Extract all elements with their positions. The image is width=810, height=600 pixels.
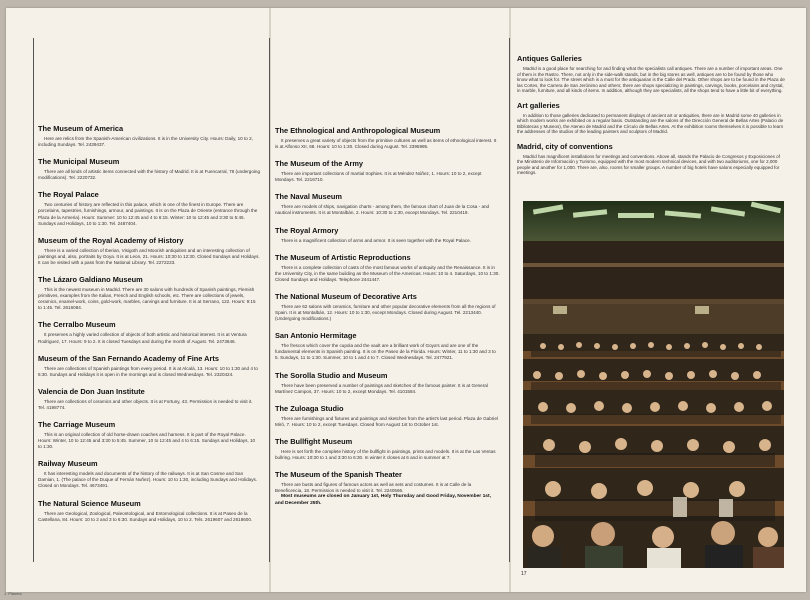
entry-text: It preserves a great variety of objects from the primitive cultures as well as items of ethnological interest. It is at Alfonso XII, 68. Hours: 10 to 1:30. Closed during August. Tel. 2395995. <box>275 138 497 150</box>
entry-title: The Sorolla Studio and Museum <box>275 370 388 380</box>
museum-entry <box>38 459 260 489</box>
entry-text: There are 62 salons with ceramics, furniture and other popular decorative elements from all the regions of Spain. It is at Montalbán, 12. Hours: 10 to 1:30, except Mondays. Closed during August. Tel. 2213440. (Undergoing modifications.) <box>275 303 496 322</box>
entry-text: There are busts and figures of famous actors as well as sets and costumes. It is at Calle de la Beneficencia, 18. Permission is needed to visit it. Tel. 2240566. <box>275 482 472 494</box>
museum-entry <box>275 331 500 361</box>
info-entry <box>517 54 785 94</box>
entry-text: Madrid has magnificent installations for meetings and conventions. Above all, stands the Palacio de Congresos y Exposiciones of the Ministerio de Información y Turismo, equipped with the most modern technical devices, and with two auditoriums, one for 2,000 people and another for 1,000. There are, also, rooms for smaller groups. A number of big hotels have salons especially equipped for meetings. <box>517 153 780 175</box>
brochure-spread <box>6 8 806 592</box>
entry-text: There is a varied collection of Iberian, Visigoth and Moorish antiquities and an interesting collection of paintings and, also, portraits by Goya. It is at Leon, 21. Hours: 10:30 to 12:30. Closed Sundays and Holidays. It can be visited with a pass from the National Library. Tel. 2272223. <box>38 247 260 265</box>
auditorium-photo-graphic <box>523 201 784 568</box>
entry-title: The Cerralbo Museum <box>38 320 116 330</box>
museum-entry <box>38 420 260 450</box>
entry-title: The Lázaro Galdiano Museum <box>38 275 143 285</box>
entry-text: There are important collections of martial trophies. It is at Méndez Núñez, 1. Hours: 10 to 2, except Mondays. Tel. 2216710. <box>275 171 482 183</box>
entry-title: Antiques Galleries <box>517 54 582 63</box>
entry-title: The Municipal Museum <box>38 157 120 167</box>
column-rule <box>269 38 270 562</box>
entry-text: Madrid is a good place for searching for and finding what the specialists call antiques. There are a number of important areas. One of them is the Rastro. There, not only in the side-walk stands, but in the big stores as well, antiques are to be found by those who know what to look for. The street which is a must for the antiquarian is the Calle del Prado. Other shops are to be found in the Plaza de las Cortes, the Carrera de San Jerónimo and others; there are shops specializing in paintings, carvings, books, porcelains and crystal, in marble, furniture, and all kinds of items. In addition, although they are specialists, all the shops tend to have a little bit of everything. <box>517 66 785 93</box>
entry-title: The Museum of America <box>38 124 124 133</box>
right-column <box>517 54 785 176</box>
entry-text: There are Geological, Zoological, Paleontological, and Entomological collections. It is at Paseo de la Castellana, 84. Hours: 10 to 2 and 3 to 6:30. Sundays and Holidays, 10 to 2. Tels. 2619607 and 2618600. <box>38 510 253 522</box>
entry-text: Here is set forth the complete history of the bullfight in paintings, prints and models. It is at the Las Ventas bullring. Hours: 10:30 to 1 and 3:30 to 6:30. In winter it closes at 6 and in summer at 7. <box>275 448 496 460</box>
info-entry <box>517 101 785 135</box>
entry-title: The Carriage Museum <box>38 419 116 429</box>
entry-text: There are collections of Spanish paintings from every period. It is at Alcalá, 13. Hours: 10 to 1:30 and 4 to 6:30. Sundays and Holidays it is open in the mornings and is closed Wednesdays. Tel. 2320424. <box>38 365 258 377</box>
middle-column <box>275 126 500 507</box>
entry-title: The Ethnological and Anthropological Museum <box>275 126 441 135</box>
museum-entry <box>38 354 260 378</box>
entry-text: It has interesting models and documents of the history of the railways. It is at San Cosme and San Damian, 1. (The palace of the Duque of Fernán Nuñez). Hours: 10 to 1:30, including Sundays and Holidays. Closed on Mondays. Tel. 4673491. <box>38 471 258 489</box>
entry-title: The Bullfight Museum <box>275 436 353 446</box>
museum-entry <box>275 292 500 322</box>
entry-text: There are models of ships, navigation charts - among them, the famous chart of Juan de la Cosa - and nautical instruments. It is at Montalbán, 2. Hours: 10:30 to 1:30, except Mondays. Tel. 2210419. <box>275 204 490 216</box>
museum-entry <box>275 470 500 507</box>
museum-entry <box>275 437 500 461</box>
entry-text: Two centuries of history are reflected in this palace, which is one of the finest in Europe. There are porcelains, tapestries, furnishings, armour, and paintings. It is on the Plaza de Oriente (entrance through the Plaza de la Armeria). Hours: Summer: 10 to 12:45 and 4 to 6:15. Winter: 10 to 12:45 and 3:30 to 5:45. Sundays and Holidays, 10 to 1:30. Tel. 2487404. <box>38 202 258 226</box>
entry-title: San Antonio Hermitage <box>275 331 357 341</box>
museum-entry <box>275 226 500 244</box>
museum-entry <box>275 371 500 395</box>
entry-text: In addition to those galleries dedicated to permanent displays of ancient art or antiquities, there are in Madrid some 40 galleries in which modern works are exhibited on a regular basis. Outstanding are the salons of the Dirección General de Bellas Artes (Palacio de Bibliotecas y Museos), the Ateneo de Madrid and the Círculo de Bellas Artes. At the exhibition rooms themselves it is possible to learn the addresses of the studios of the leading painters and sculptors of Madrid. <box>517 112 784 134</box>
entry-title: Madrid, city of conventions <box>517 141 613 151</box>
auditorium-photo <box>523 201 784 568</box>
museum-entry <box>38 320 260 344</box>
entry-title: The Museum of Artistic Reproductions <box>275 252 411 262</box>
column-rule <box>509 38 510 562</box>
photo-credit: J. Plasma <box>4 591 22 596</box>
museum-entry <box>38 275 260 311</box>
entry-text: There have been preserved a number of paintings and sketches of the famous painter. It is at General Martínez Campos, 37. Hours: 10 to 2, except Mondays. Tel. 4101584. <box>275 382 488 394</box>
museum-entry <box>275 404 500 428</box>
entry-text: There are all kinds of artistic items connected with the history of Madrid. It is at Fuencarral, 78 (undergoing modifications). Tel. 2220732. <box>38 169 261 181</box>
entry-title: The Royal Armory <box>275 225 339 235</box>
entry-title: The Museum of the Army <box>275 159 364 169</box>
entry-text: This is the newest museum in Madrid. There are 30 salons with hundreds of Spanish paintings, Flemish primitives, examples from the Italian, French and English schools, etc. There are collections of jewels, ceramics, enamel-work, coins, gold-work, marbles, carvings and furniture. It is at Serrano, 122. Hours: 9:15 to 1:45. Tel. 2616084. <box>38 287 256 311</box>
museum-entry <box>38 499 260 523</box>
museum-entry <box>38 157 260 181</box>
page-number: 17 <box>521 571 527 577</box>
entry-text: This is an original collection of old horse-drawn coaches and harness. It is part of the Royal Palace. Hours: Winter, 10 to 12:45 and 3:30 to 5:45. Summer, 10 to 12:45 and 4 to 6:15. Sundays and Holidays, 10 to 1:30. <box>38 431 256 450</box>
entry-title: Railway Museum <box>38 459 98 469</box>
entry-title: The Zuloaga Studio <box>275 403 344 413</box>
entry-title: Museum of the San Fernando Academy of Fine Arts <box>38 353 219 363</box>
entry-title: The National Museum of Decorative Arts <box>275 291 417 301</box>
entry-text: There are collections of ceramics and other objects. It is at Fortuny, 43. Permission is needed to visit it. Tel. 4198774. <box>38 398 253 410</box>
entry-title: The Royal Palace <box>38 190 99 200</box>
museum-entry <box>38 236 260 266</box>
museum-entry <box>275 192 500 216</box>
entry-text: There is a complete collection of casts of the most famous works of antiquity and the Renaissance. It is in the University City, in the same building as the Museum of the Americas. Hours: 10 to 4. Saturdays, 10 to 1:30. Closed Sundays and Holidays. Telephone 2441447. <box>275 264 500 282</box>
entry-text: It preserves a highly varied collection of objects of both artistic and historical interest. It is at Ventura Rodriguez, 17. Hours: 9 to 2. It is closed Tuesdays and during the month of August. Tel. 2473646. <box>38 332 247 344</box>
info-entry <box>517 142 785 176</box>
museum-entry <box>38 124 260 148</box>
museum-entry <box>38 190 260 226</box>
column-rule <box>33 38 34 562</box>
closing-note: Most museums are closed on January 1st, Holy Thursday and Good Friday, November 1st, and December 25th. <box>275 494 491 506</box>
entry-title: Valencia de Don Juan Institute <box>38 386 145 396</box>
entry-title: The Natural Science Museum <box>38 498 141 508</box>
museum-entry <box>275 253 500 283</box>
museum-entry <box>275 126 500 150</box>
entry-text: There are furnishings and fixtures and paintings and sketches from the artist's last period. Plaza de Gabriel Miró, 7. Hours: 10 to 2, except Tuesdays. Closed from August 1st to October 1st. <box>275 415 498 427</box>
entry-text: There is a magnificent collection of arms and armor. It is seen together with the Royal Palace. <box>281 237 471 243</box>
entry-text: The frescos which cover the cupola and the vault are a brilliant work of Goya's and are one of the fundamental elements in Spanish painting. It is on the Paseo de la Florida. Hours: Winter, 11 to 1:30 and 3 to 5. Sundays, 11 to 1:30. Summer, 10 to 1 and 4 to 7. Closed Wednesdays. Tel. 2477921. <box>275 343 496 361</box>
entry-text: Here are relics from the Spanish-American civilizations. It is in the University City. Hours: Daily, 10 to 2, including Sundays. Tel. 2439437. <box>38 136 253 148</box>
left-column <box>38 124 260 523</box>
entry-title: The Naval Museum <box>275 192 342 202</box>
entry-title: Museum of the Royal Academy of History <box>38 235 184 245</box>
museum-entry <box>275 159 500 183</box>
entry-title: Art galleries <box>517 100 560 110</box>
museum-entry <box>38 387 260 411</box>
entry-title: The Museum of the Spanish Theater <box>275 470 402 480</box>
